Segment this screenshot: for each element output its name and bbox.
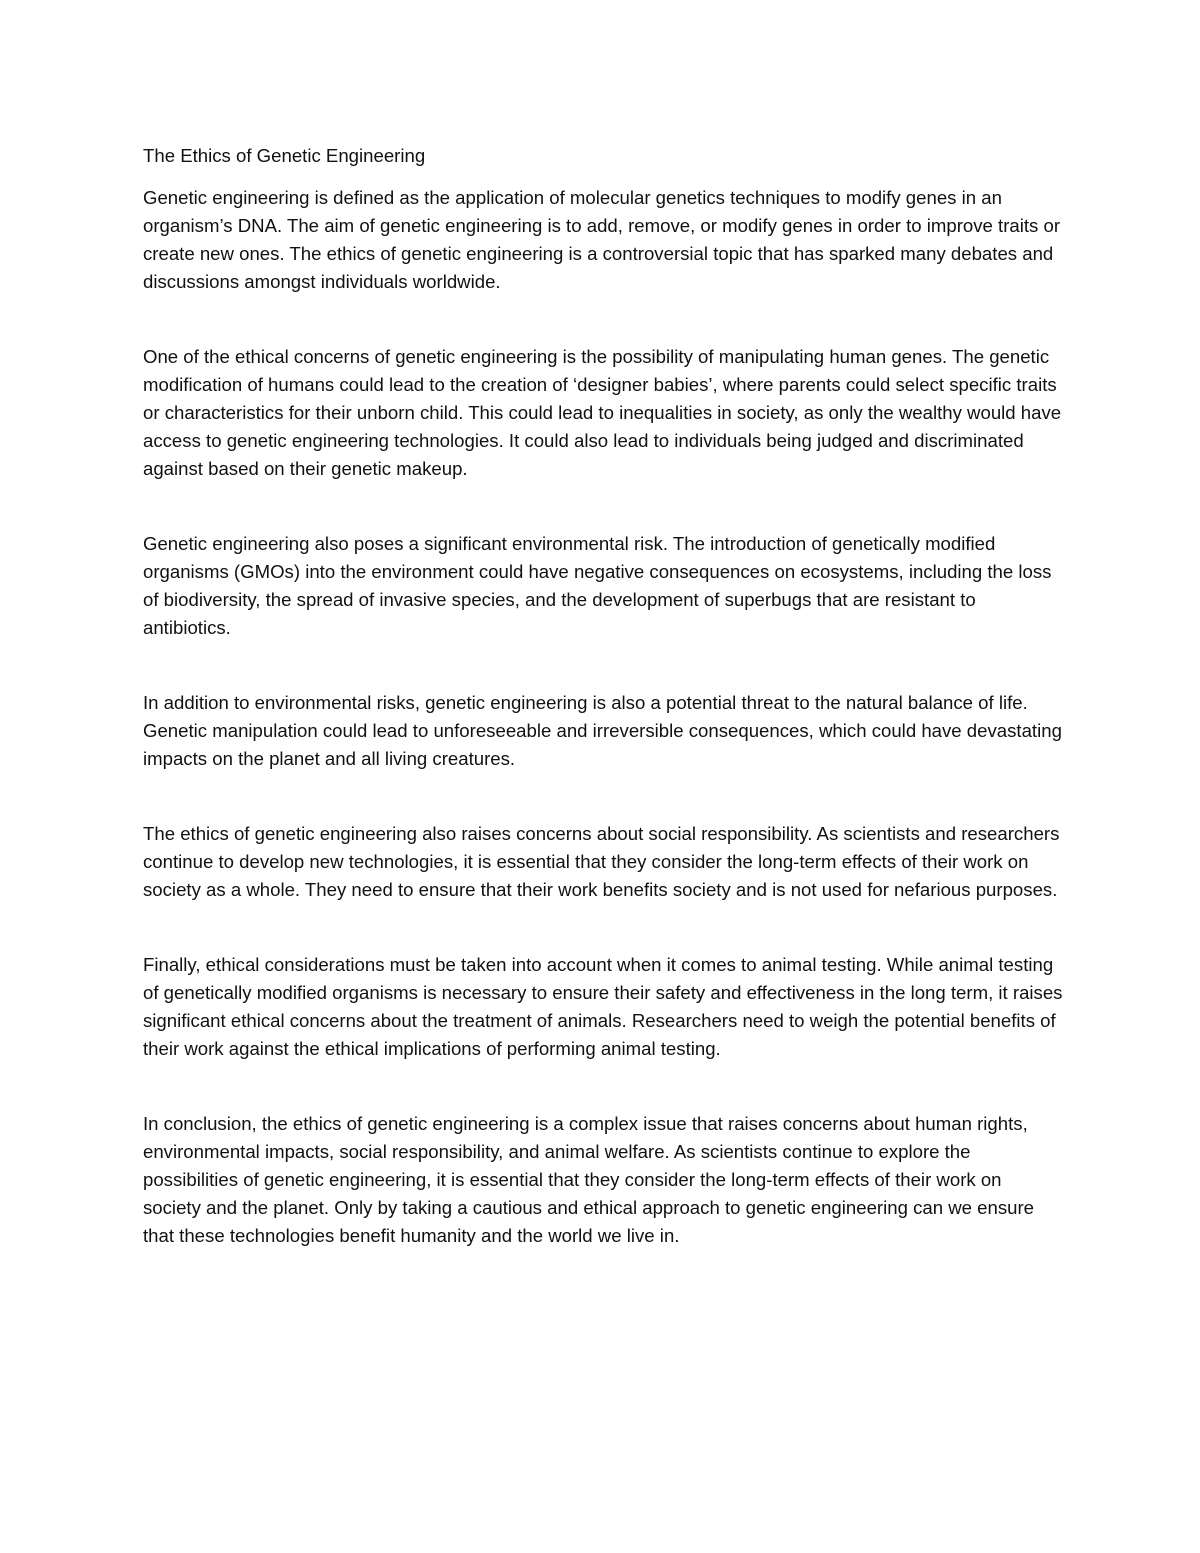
paragraph-spacer	[143, 296, 1063, 343]
paragraph-spacer	[143, 642, 1063, 689]
paragraph-social-responsibility: The ethics of genetic engineering also raises concerns about social responsibility. As scientists and researchers continue to develop new technologies, it is essential that they consider the long-term effects of their work on society as a whole. They need to ensure that their work benefits society and is not used for nefarious purposes.	[143, 823, 1060, 900]
paragraph-spacer	[143, 904, 1063, 951]
paragraph-natural-balance: In addition to environmental risks, genetic engineering is also a potential threat to the natural balance of life. Genetic manipulation could lead to unforeseeable and irreversible consequences, which could have devastating impacts on the planet and all living creatures.	[143, 692, 1062, 769]
paragraph-human-genes: One of the ethical concerns of genetic engineering is the possibility of manipulating human genes. The genetic modification of humans could lead to the creation of ‘designer babies’, where parents could select specific traits or characteristics for their unborn child. This could lead to inequalities in society, as only the wealthy would have access to genetic engineering technologies. It could also lead to individuals being judged and discriminated against based on their genetic makeup.	[143, 346, 1062, 479]
paragraph-spacer	[143, 483, 1063, 530]
paragraph-spacer	[143, 1063, 1063, 1110]
paragraph-definition: Genetic engineering is defined as the application of molecular genetics techniques to modify genes in an organism’s DNA. The aim of genetic engineering is to add, remove, or modify genes in order to improve traits or create new ones. The ethics of genetic engineering is a controversial topic that has sparked many debates and discussions amongst individuals worldwide.	[143, 187, 1061, 292]
paragraph-conclusion: In conclusion, the ethics of genetic engineering is a complex issue that raises concerns about human rights, environmental impacts, social responsibility, and animal welfare. As scientists continue to explore the possibilities of genetic engineering, it is essential that they consider the long-term effects of their work on society and the planet. Only by taking a cautious and ethical approach to genetic engineering can we ensure that these technologies benefit humanity and the world we live in.	[143, 1113, 1035, 1246]
paragraph-environmental-risk: Genetic engineering also poses a significant environmental risk. The introduction of genetically modified organisms (GMOs) into the environment could have negative consequences on ecosystems, including the loss of biodiversity, the spread of invasive species, and the development of superbugs that are resistant to antibiotics.	[143, 533, 1052, 638]
document-title: The Ethics of Genetic Engineering	[143, 145, 426, 166]
paragraph-spacer	[143, 773, 1063, 820]
document-body	[143, 142, 1063, 1250]
paragraph-animal-testing: Finally, ethical considerations must be taken into account when it comes to animal testing. While animal testing of genetically modified organisms is necessary to ensure their safety and effectiveness in the long term, it raises significant ethical concerns about the treatment of animals. Researchers need to weigh the potential benefits of their work against the ethical implications of performing animal testing.	[143, 954, 1063, 1059]
